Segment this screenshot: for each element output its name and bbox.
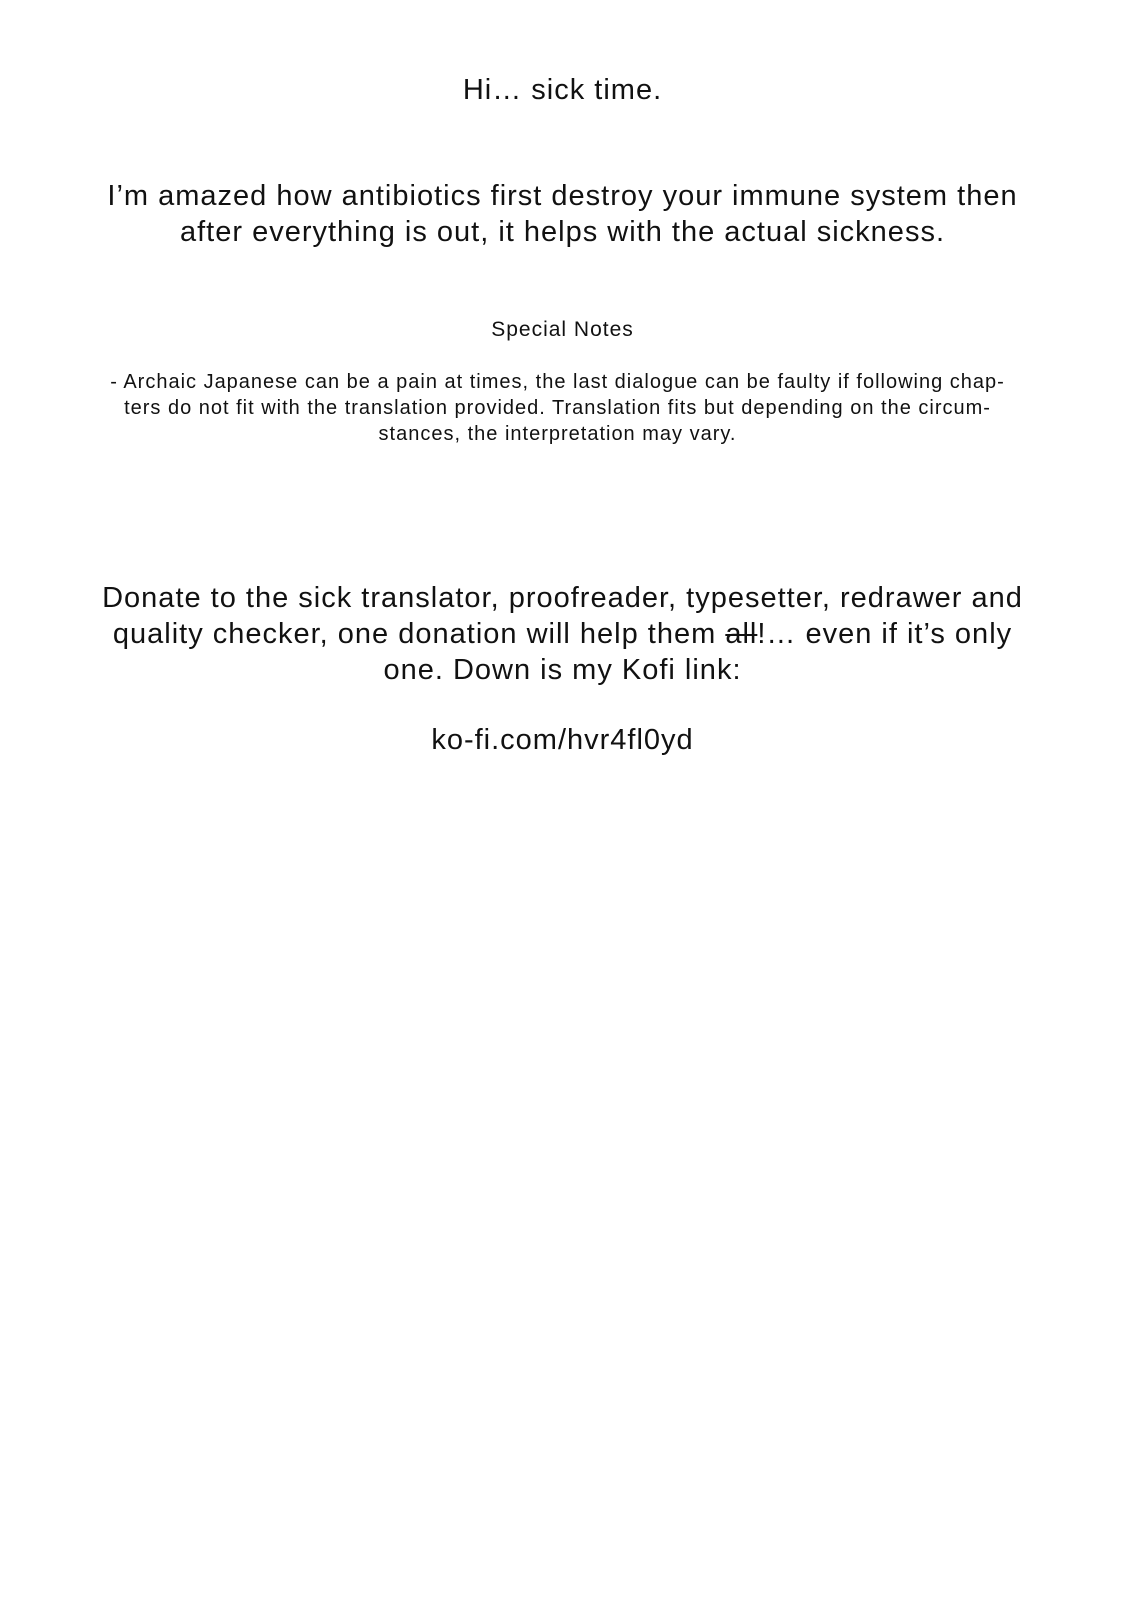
special-notes-line-3: stances, the interpretation may vary. [378, 423, 737, 445]
donate-struck-word: all [725, 618, 758, 650]
special-notes-line-1: - Archaic Japanese can be a pain at times, the last dialogue can be faulty if following chap- [110, 371, 1005, 393]
donate-line-2 [0, 616, 1125, 652]
paragraph-line-2: after everything is out, it helps with the actual sickness. [179, 216, 945, 248]
special-notes-line-2: ters do not fit with the translation provided. Translation fits but depending on the circum- [124, 397, 991, 419]
paragraph-line-1: I’m amazed how antibiotics first destroy your immune system then [107, 180, 1018, 212]
special-notes-title: Special Notes [491, 318, 634, 341]
kofi-link[interactable]: ko-fi.com/hvr4fl0yd [431, 724, 694, 756]
donate-paragraph [0, 580, 1125, 688]
antibiotics-paragraph [0, 178, 1125, 250]
donate-line-1: Donate to the sick translator, proofreader, typesetter, redrawer and [102, 582, 1023, 614]
donate-line-2-after: !… even if it’s only [757, 618, 1013, 650]
donate-line-2-before: quality checker, one donation will help them [112, 618, 726, 650]
greeting-heading: Hi… sick time. [462, 74, 663, 106]
special-notes-body [55, 369, 1060, 447]
donate-line-3: one. Down is my Kofi link: [383, 654, 742, 686]
